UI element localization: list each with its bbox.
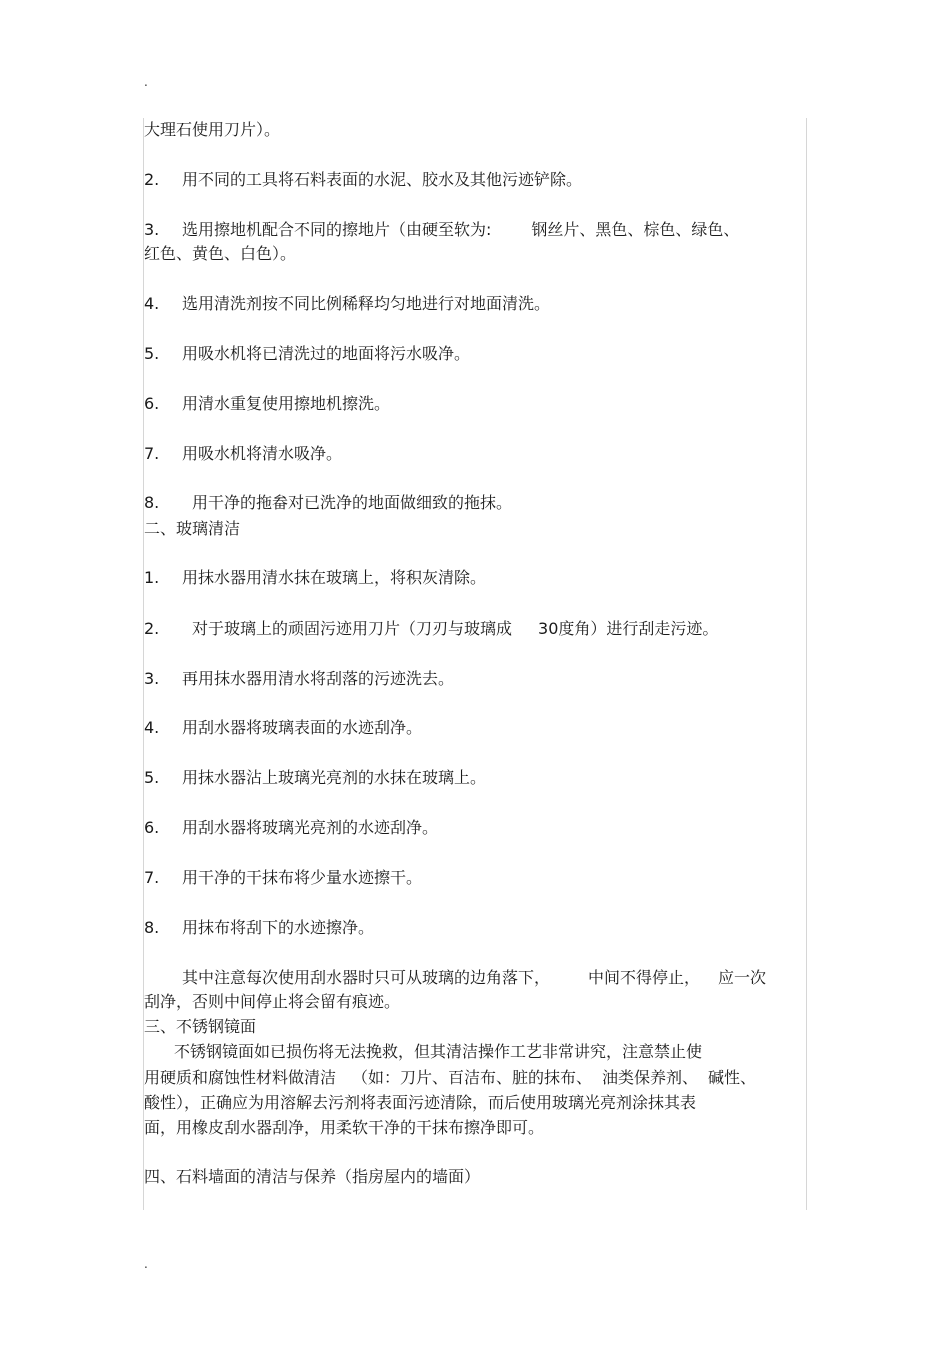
step-text: 用干净的拖畚对已洗净的地面做细致的拖抹。 [192,493,513,512]
step-text: 再用抹水器用清水将刮落的污迹洗去。 [182,669,455,688]
stone-step-2 [144,169,582,191]
step-text-continued: 钢丝片、黑色、棕色、绿色、 [531,220,740,239]
stainless-paragraph-line: 面，用橡皮刮水器刮净，用柔软干净的干抹布擦净即可。 [144,1118,545,1137]
step-text: 用吸水机将清水吸净。 [182,444,343,463]
glass-step-8 [144,917,374,939]
step-number: 7. [144,868,160,887]
step-number: 8. [144,493,160,512]
step-text: 用抹水器沾上玻璃光亮剂的水抹在玻璃上。 [182,768,487,787]
section-heading-stainless: 三、不锈钢镜面 [144,1017,257,1036]
step-number: 4. [144,718,160,737]
step-number: 4. [144,294,160,313]
step-number: 1. [144,568,160,587]
paragraph-text: 碱性、 [708,1068,757,1087]
step-text: 对于玻璃上的顽固污迹用刀片（刀刃与玻璃成 [192,619,513,638]
stainless-paragraph-line [144,1067,756,1089]
paragraph-text: （如：刀片、百洁布、脏的抹布、 [352,1068,593,1087]
stone-step-5 [144,343,470,365]
step-number: 8. [144,918,160,937]
stone-step-7 [144,443,342,465]
step-text: 用不同的工具将石料表面的水泥、胶水及其他污迹铲除。 [182,170,583,189]
glass-step-1 [144,567,486,589]
stone-step-4 [144,293,550,315]
glass-note [144,967,766,989]
step-text: 用干净的干抹布将少量水迹擦干。 [182,868,423,887]
paragraph-text: 油类保养剂、 [602,1068,699,1087]
step-number: 2. [144,170,160,189]
step-number: 2. [144,619,160,638]
step-number: 5. [144,344,160,363]
step-text: 选用擦地机配合不同的擦地片（由硬至软为: [182,220,492,239]
stainless-paragraph-line [144,1041,702,1063]
note-text: 中间不得停止， [588,968,701,987]
stone-step-8 [144,492,512,514]
glass-step-6 [144,817,438,839]
page-top-mark: . [144,75,148,89]
step-text-continued: 30度角）进行刮走污迹。 [538,619,719,638]
glass-step-3 [144,668,454,690]
paragraph-text: 用硬质和腐蚀性材料做清洁 [144,1068,337,1087]
stone-step-3 [144,219,739,241]
step-text: 用抹水器用清水抹在玻璃上，将积灰清除。 [182,568,487,587]
step-number: 6. [144,818,160,837]
glass-step-7 [144,867,422,889]
note-text: 其中注意每次使用刮水器时只可从玻璃的边角落下， [182,968,551,987]
continued-line: 大理石使用刀片）。 [144,120,281,139]
right-margin-rule [806,118,807,1210]
paragraph-text: 不锈钢镜面如已损伤将无法挽救，但其清洁操作工艺非常讲究，注意禁止使 [174,1042,703,1061]
step-text: 选用清洗剂按不同比例稀释均匀地进行对地面清洗。 [182,294,551,313]
step-text: 用吸水机将已清洗过的地面将污水吸净。 [182,344,471,363]
glass-step-4 [144,717,422,739]
stone-step-3-wrap: 红色、黄色、白色）。 [144,244,297,263]
step-number: 3. [144,669,160,688]
step-number: 6. [144,394,160,413]
step-number: 5. [144,768,160,787]
step-text: 用刮水器将玻璃表面的水迹刮净。 [182,718,423,737]
section-heading-stone-wall: 四、石料墙面的清洁与保养（指房屋内的墙面） [144,1167,481,1186]
glass-note-wrap: 刮净，否则中间停止将会留有痕迹。 [144,992,401,1011]
stone-step-6 [144,393,390,415]
page-bottom-mark: . [144,1257,148,1271]
step-text: 用清水重复使用擦地机擦洗。 [182,394,391,413]
note-text: 应一次 [718,968,767,987]
glass-step-5 [144,767,486,789]
step-number: 3. [144,220,160,239]
step-number: 7. [144,444,160,463]
stainless-paragraph-line: 酸性），正确应为用溶解去污剂将表面污迹清除，而后使用玻璃光亮剂涂抹其表 [144,1093,697,1112]
step-text: 用抹布将刮下的水迹擦净。 [182,918,375,937]
step-text: 用刮水器将玻璃光亮剂的水迹刮净。 [182,818,439,837]
section-heading-glass: 二、玻璃清洁 [144,519,241,538]
glass-step-2 [144,618,718,640]
